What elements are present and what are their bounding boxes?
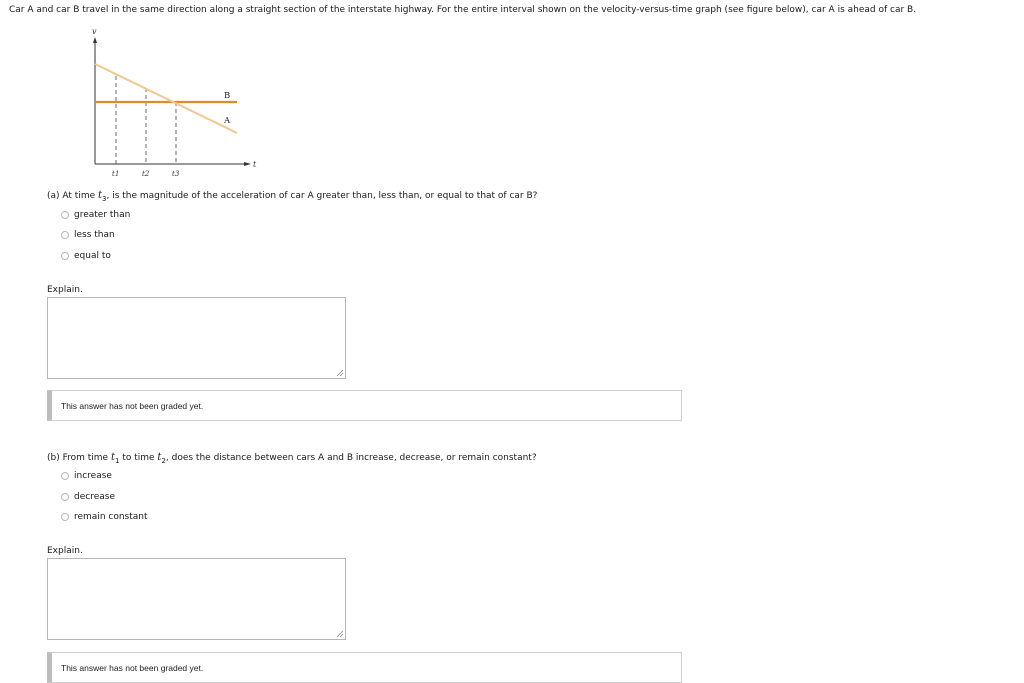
option-label: equal to bbox=[74, 251, 111, 261]
option-label: decrease bbox=[74, 492, 115, 502]
question-a-sub: 3 bbox=[102, 194, 107, 203]
question-b bbox=[47, 452, 537, 467]
problem-intro: Car A and car B travel in the same direction along a straight section of the interstate highway. For the entire interval shown on the velocity-versus-time graph (see figure below), car A is ahead of car B. bbox=[9, 5, 917, 15]
radio-greater-than[interactable] bbox=[61, 211, 69, 219]
explain-label-b: Explain. bbox=[47, 546, 83, 556]
t-axis-label: t bbox=[253, 160, 257, 169]
v-axis-arrow bbox=[93, 37, 97, 43]
question-a bbox=[47, 190, 537, 205]
graph-svg bbox=[85, 26, 265, 178]
label-a: A bbox=[224, 116, 231, 126]
question-a-post: , is the magnitude of the acceleration of car A greater than, less than, or equal to that of car B? bbox=[106, 191, 538, 201]
question-a-var: t bbox=[97, 190, 103, 201]
label-b: B bbox=[224, 91, 231, 101]
option-equal-to[interactable] bbox=[61, 249, 111, 263]
velocity-time-graph bbox=[85, 26, 265, 178]
option-less-than[interactable] bbox=[61, 228, 115, 242]
question-b-pre: (b) From time bbox=[47, 453, 111, 463]
explain-label-a: Explain. bbox=[47, 285, 83, 295]
graded-status-b bbox=[47, 652, 682, 683]
option-remain-constant[interactable] bbox=[61, 510, 148, 524]
question-b-sub2: 2 bbox=[161, 456, 166, 465]
option-label: increase bbox=[74, 471, 112, 481]
option-increase[interactable] bbox=[61, 469, 112, 483]
question-b-post: , does the distance between cars A and B increase, decrease, or remain constant? bbox=[165, 453, 537, 463]
option-label: less than bbox=[74, 230, 115, 240]
option-label: remain constant bbox=[74, 512, 148, 522]
graded-status-text: This answer has not been graded yet. bbox=[61, 662, 204, 673]
resize-grip-icon[interactable] bbox=[336, 369, 344, 377]
question-a-pre: (a) At time bbox=[47, 191, 98, 201]
radio-less-than[interactable] bbox=[61, 231, 69, 239]
question-b-sub1: 1 bbox=[114, 456, 120, 465]
radio-equal-to[interactable] bbox=[61, 252, 69, 260]
explain-textarea-a[interactable] bbox=[47, 297, 346, 379]
option-decrease[interactable] bbox=[61, 490, 115, 504]
option-greater-than[interactable] bbox=[61, 208, 130, 222]
v-axis-label: v bbox=[92, 27, 97, 36]
question-b-mid: to time bbox=[119, 453, 158, 463]
option-label: greater than bbox=[74, 210, 131, 220]
explain-textarea-b[interactable] bbox=[47, 558, 346, 640]
radio-remain-constant[interactable] bbox=[61, 513, 69, 521]
question-b-var2: t bbox=[157, 452, 162, 463]
tick-label-t2: t2 bbox=[142, 170, 150, 178]
radio-decrease[interactable] bbox=[61, 493, 69, 501]
question-b-var1: t bbox=[110, 452, 115, 463]
graded-status-text: This answer has not been graded yet. bbox=[61, 400, 204, 411]
resize-grip-icon[interactable] bbox=[336, 630, 344, 638]
tick-label-t1: t1 bbox=[112, 170, 120, 178]
radio-increase[interactable] bbox=[61, 472, 69, 480]
t-axis-arrow bbox=[244, 162, 251, 166]
tick-label-t3: t3 bbox=[172, 170, 180, 178]
graded-status-a bbox=[47, 390, 682, 421]
